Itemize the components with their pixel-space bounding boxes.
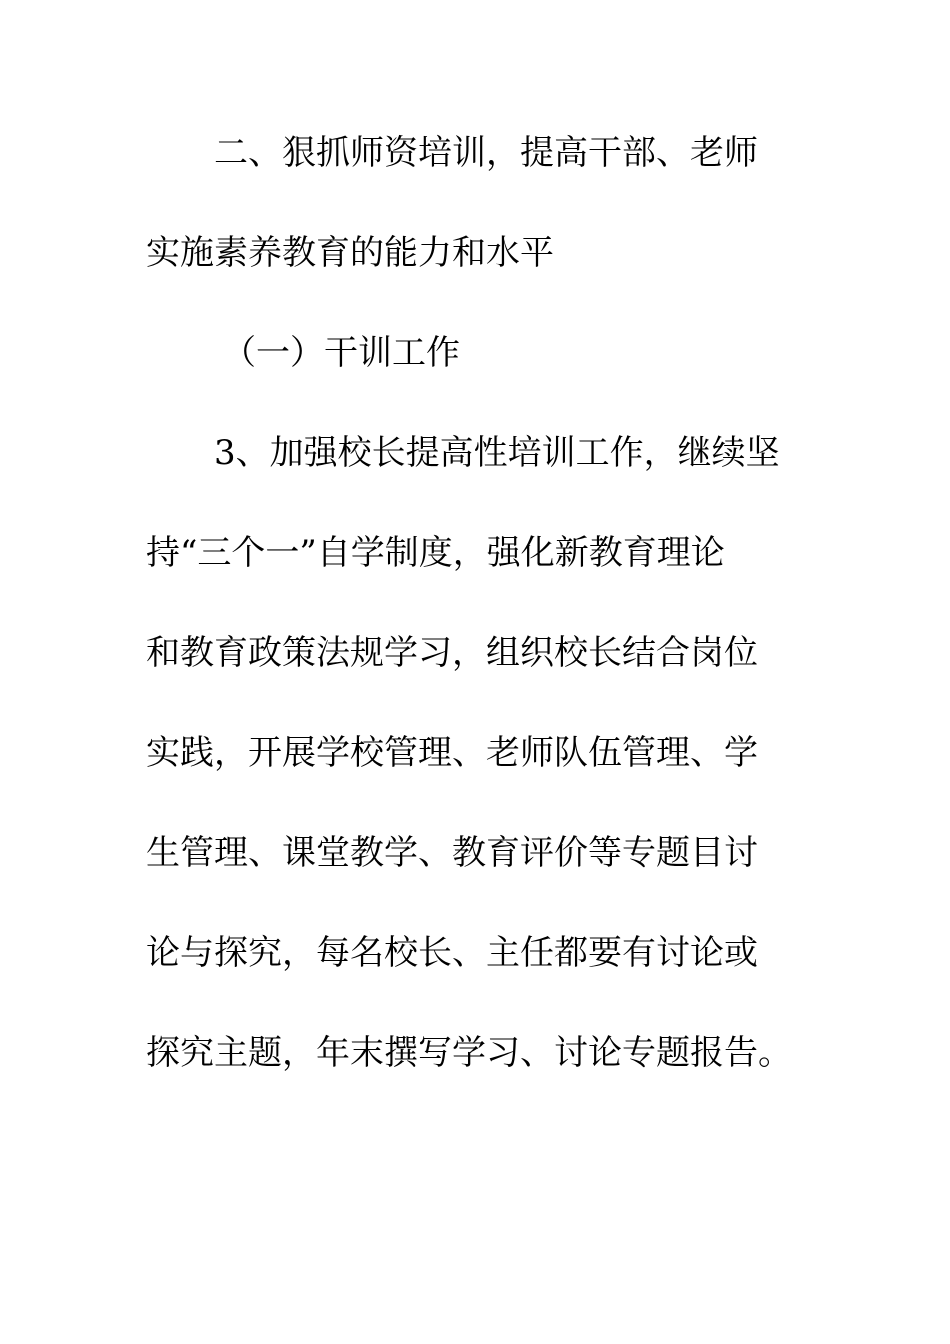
paragraph-line: 生管理、课堂教学、教育评价等专题目讨	[146, 833, 758, 873]
paragraph-line: 和教育政策法规学习，组织校长结合岗位	[146, 633, 758, 673]
subsection-heading: （一）干训工作	[222, 333, 460, 373]
paragraph-line: 探究主题，年末撰写学习、讨论专题报告。	[146, 1033, 792, 1073]
paragraph-line: 持“三个一”自学制度，强化新教育理论	[146, 533, 725, 573]
paragraph-line: 3、加强校长提高性培训工作，继续坚	[214, 433, 780, 473]
section-heading-line-1: 二、狠抓师资培训，提高干部、老师	[214, 133, 758, 173]
paragraph-line: 论与探究，每名校长、主任都要有讨论或	[146, 933, 758, 973]
section-heading-line-2: 实施素养教育的能力和水平	[146, 233, 554, 273]
paragraph-line: 实践，开展学校管理、老师队伍管理、学	[146, 733, 758, 773]
